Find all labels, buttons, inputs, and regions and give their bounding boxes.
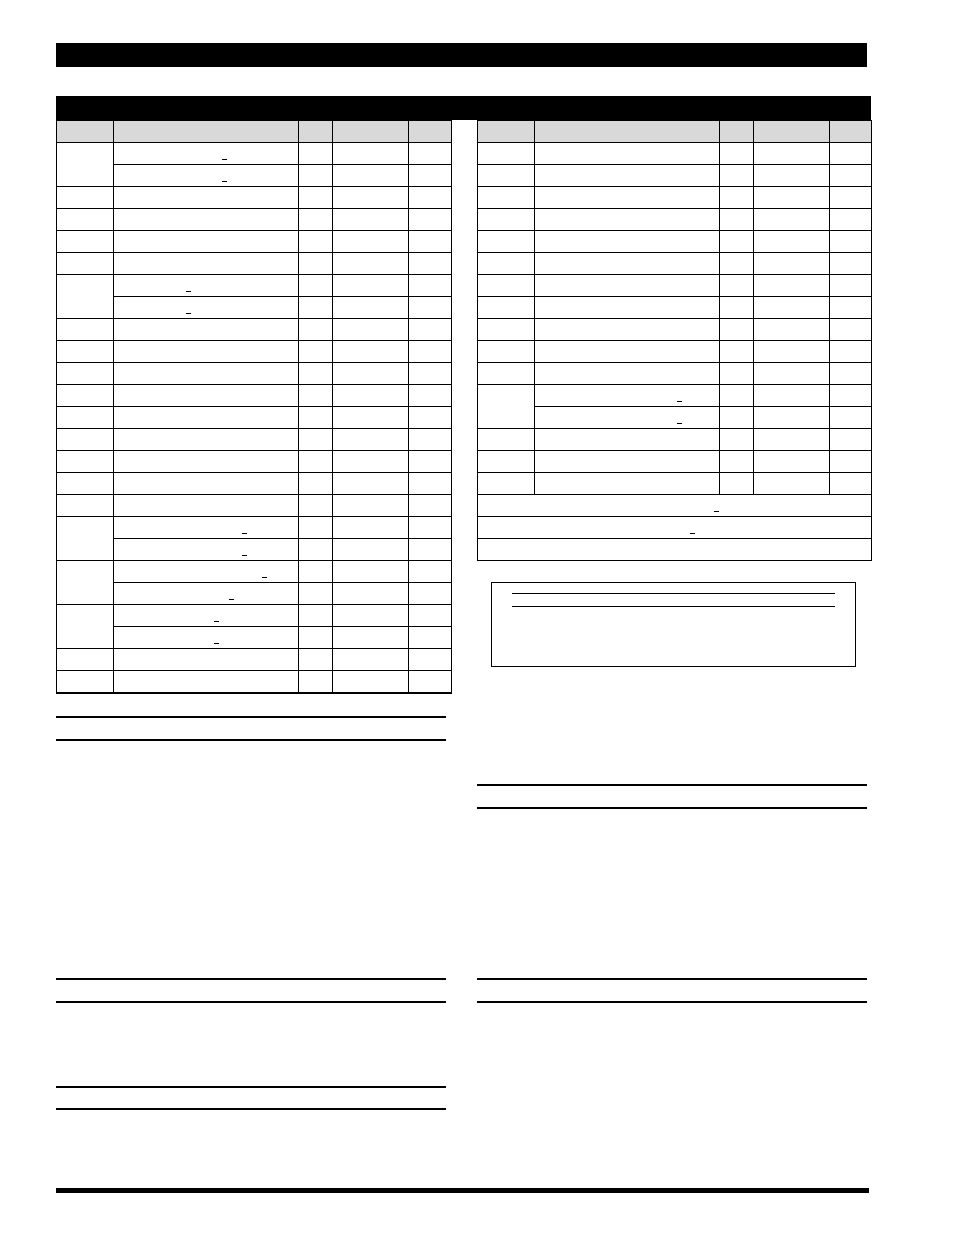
right-parts-table — [477, 120, 872, 561]
table-row — [478, 341, 872, 363]
table-row — [478, 429, 872, 451]
header-cell — [333, 121, 409, 143]
table-row — [57, 517, 452, 539]
table-full-row — [478, 517, 872, 539]
note-rule — [512, 593, 835, 594]
table-row — [478, 451, 872, 473]
table-row — [478, 275, 872, 297]
table-header-row — [478, 121, 872, 143]
table-row — [57, 561, 452, 583]
note-rule — [512, 606, 835, 607]
section-rule — [56, 716, 446, 718]
description-cell — [114, 561, 299, 583]
table-full-row — [478, 539, 872, 561]
table-row — [478, 165, 872, 187]
table-row — [57, 275, 452, 297]
table-row — [478, 363, 872, 385]
description-cell — [535, 385, 720, 407]
section-rule — [477, 807, 867, 809]
table-row — [57, 649, 452, 671]
table-row — [57, 407, 452, 429]
table-row — [478, 297, 872, 319]
table-row — [478, 143, 872, 165]
table-full-row — [478, 495, 872, 517]
table-row — [57, 583, 452, 605]
section-rule — [56, 1001, 446, 1003]
table-row — [478, 385, 872, 407]
section-rule — [477, 784, 867, 786]
header-cell — [754, 121, 830, 143]
left-parts-table — [56, 120, 452, 694]
section-rule — [56, 1108, 446, 1110]
table-row — [478, 407, 872, 429]
table-row — [57, 165, 452, 187]
description-cell — [114, 605, 299, 627]
table-row — [57, 253, 452, 275]
header-cell — [57, 121, 114, 143]
table-row — [57, 297, 452, 319]
item-cell — [57, 605, 114, 649]
item-cell — [57, 143, 114, 187]
note-box — [491, 582, 856, 667]
section-rule — [56, 978, 446, 980]
description-cell — [114, 583, 299, 605]
table-row — [57, 209, 452, 231]
table-row — [57, 231, 452, 253]
table-row — [478, 319, 872, 341]
table-row — [57, 495, 452, 517]
description-cell — [114, 297, 299, 319]
table-row — [57, 341, 452, 363]
table-row — [478, 473, 872, 495]
table-row — [57, 363, 452, 385]
table-header-row — [57, 121, 452, 143]
table-row — [57, 187, 452, 209]
description-cell — [114, 539, 299, 561]
header-cell — [409, 121, 452, 143]
table-row — [57, 143, 452, 165]
table-row — [57, 385, 452, 407]
table-title-bar — [56, 96, 871, 120]
item-cell — [57, 517, 114, 561]
description-cell — [114, 275, 299, 297]
table-row — [57, 319, 452, 341]
header-cell — [299, 121, 333, 143]
header-cell — [535, 121, 720, 143]
table-row — [57, 473, 452, 495]
section-rule — [56, 739, 446, 741]
item-cell — [478, 385, 535, 429]
section-rule — [477, 1001, 867, 1003]
table-row — [57, 605, 452, 627]
page-header-bar — [56, 43, 867, 67]
table-row — [57, 627, 452, 649]
description-cell — [114, 165, 299, 187]
table-row — [478, 253, 872, 275]
header-cell — [114, 121, 299, 143]
table-row — [478, 187, 872, 209]
item-cell — [57, 561, 114, 605]
table-row — [57, 539, 452, 561]
description-cell — [535, 407, 720, 429]
table-row — [478, 231, 872, 253]
section-rule — [477, 978, 867, 980]
item-cell — [57, 275, 114, 319]
table-row — [57, 451, 452, 473]
table-row — [57, 429, 452, 451]
description-cell — [114, 143, 299, 165]
description-cell — [114, 517, 299, 539]
header-cell — [478, 121, 535, 143]
table-row — [57, 671, 452, 694]
header-cell — [830, 121, 872, 143]
table-row — [478, 209, 872, 231]
section-rule — [56, 1086, 446, 1088]
page-footer-rule — [56, 1188, 869, 1193]
header-cell — [720, 121, 754, 143]
description-cell — [114, 627, 299, 649]
